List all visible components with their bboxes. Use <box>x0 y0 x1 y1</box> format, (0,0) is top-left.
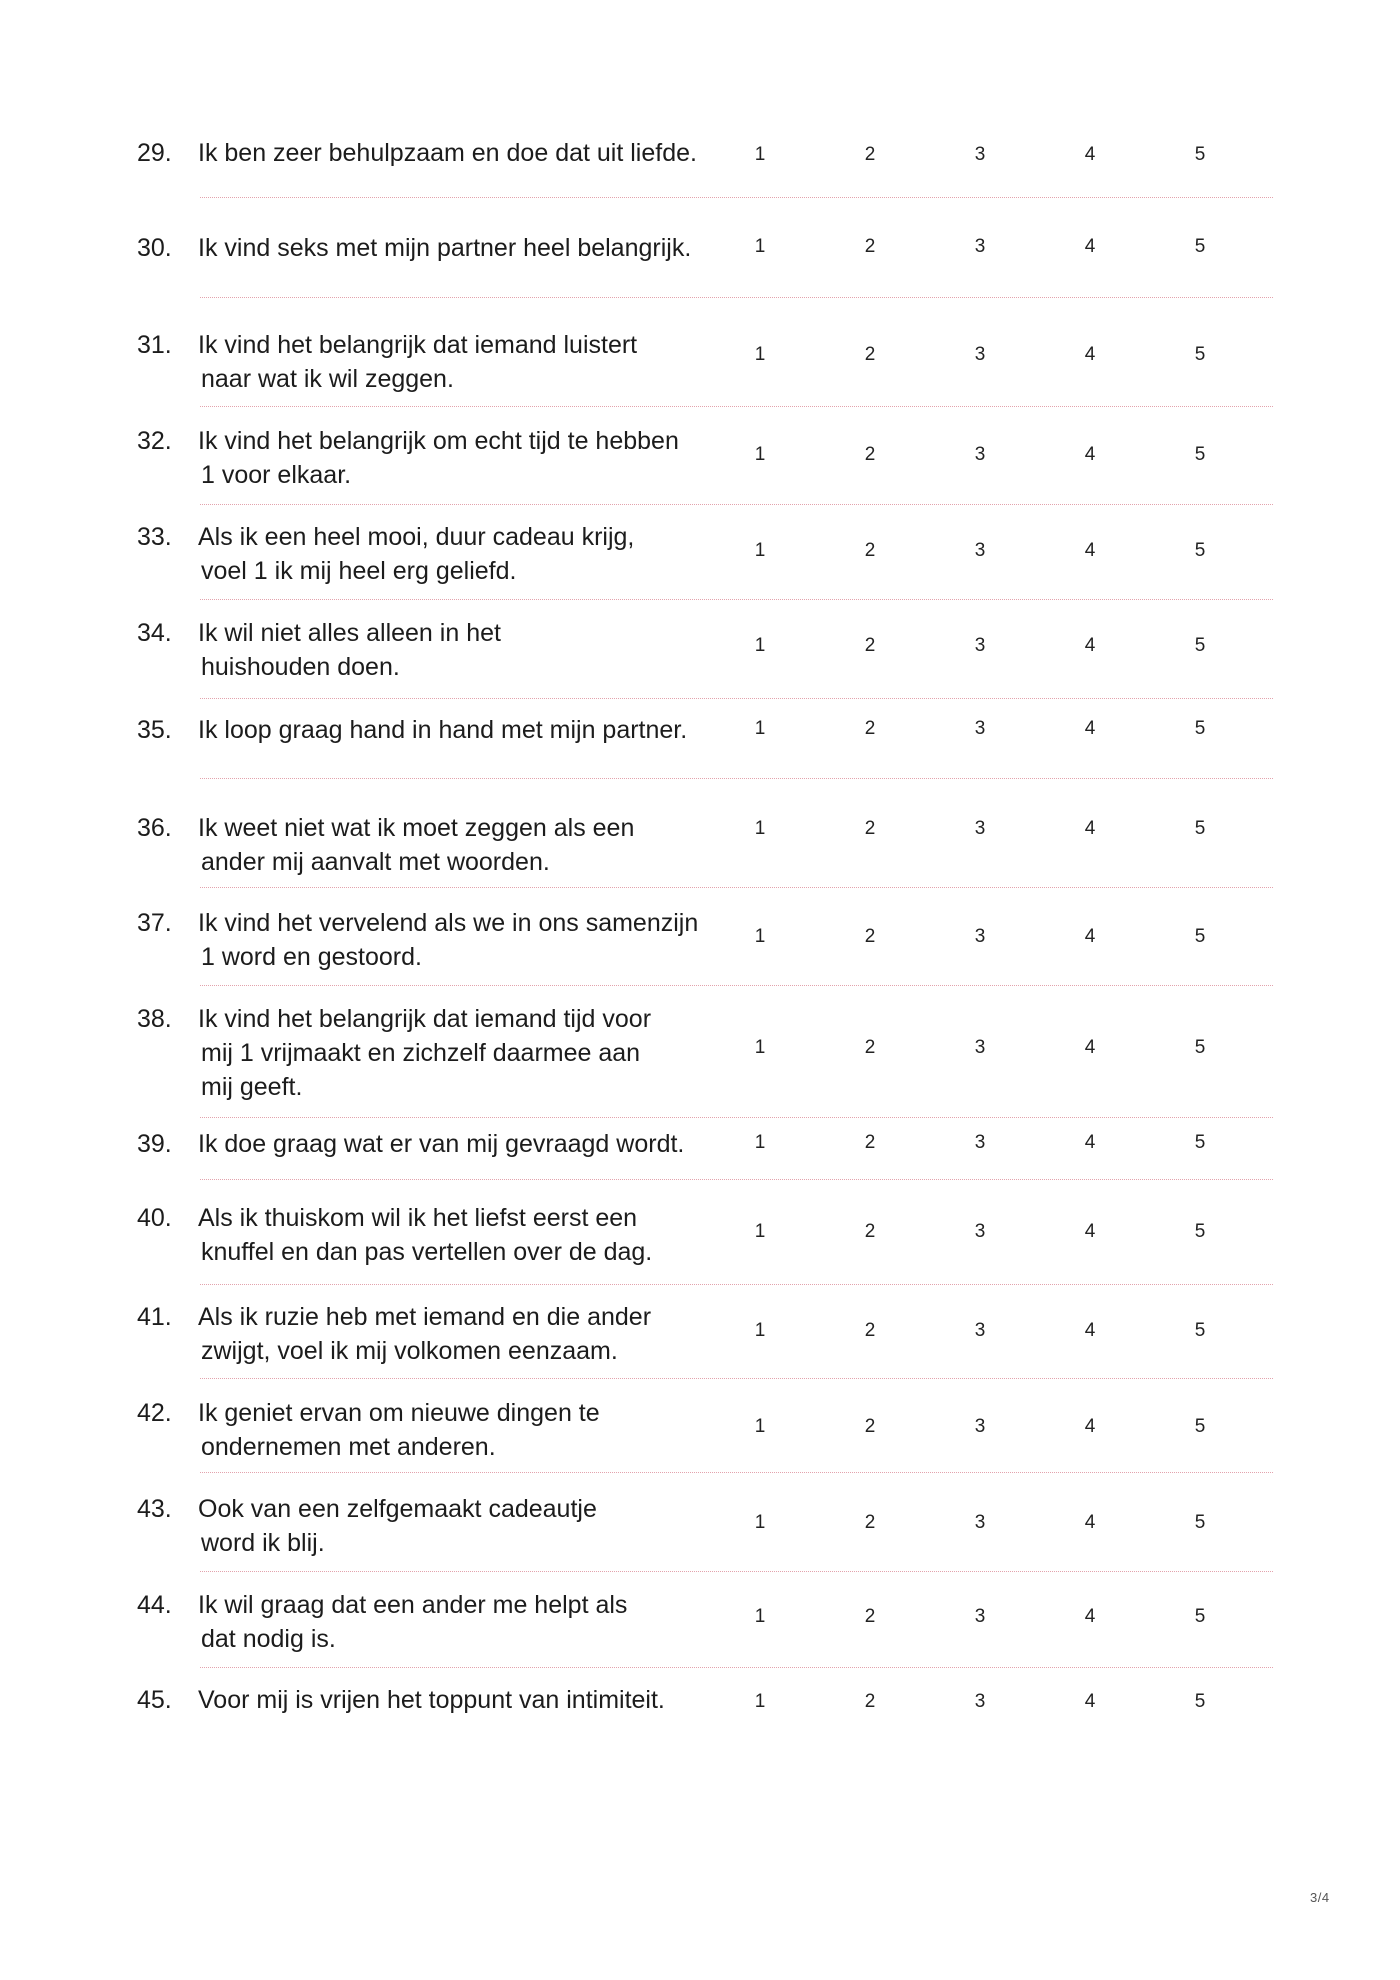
rating-option-5[interactable]: 5 <box>1194 1606 1206 1627</box>
question-text <box>198 1127 738 1161</box>
row-divider <box>200 1472 1273 1473</box>
question-text-line: Ik wil graag dat een ander me helpt als <box>198 1591 628 1619</box>
question-number: 30. <box>137 234 172 262</box>
page-number: 3/4 <box>1310 1890 1330 1905</box>
rating-option-3[interactable]: 3 <box>974 1691 986 1712</box>
question-text <box>198 906 738 974</box>
question-text <box>198 1002 738 1104</box>
rating-option-5[interactable]: 5 <box>1194 1037 1206 1058</box>
question-text <box>198 424 738 492</box>
row-divider <box>200 1667 1273 1668</box>
rating-option-2[interactable]: 2 <box>864 1221 876 1242</box>
question-text-line: Ik vind het vervelend als we in ons samenzijn <box>198 909 699 937</box>
question-text-line: mij geeft. <box>201 1073 303 1101</box>
rating-option-1[interactable]: 1 <box>754 1691 766 1712</box>
rating-option-1[interactable]: 1 <box>754 635 766 656</box>
rating-option-5[interactable]: 5 <box>1194 444 1206 465</box>
rating-option-2[interactable]: 2 <box>864 1691 876 1712</box>
question-number: 42. <box>137 1399 172 1427</box>
question-number: 40. <box>137 1204 172 1232</box>
question-text-line: Ik vind seks met mijn partner heel belangrijk. <box>198 234 692 262</box>
rating-option-5[interactable]: 5 <box>1194 236 1206 257</box>
question-text-line: Voor mij is vrijen het toppunt van intimiteit. <box>198 1686 665 1714</box>
rating-option-2[interactable]: 2 <box>864 444 876 465</box>
rating-option-1[interactable]: 1 <box>754 1606 766 1627</box>
question-text <box>198 1201 738 1269</box>
rating-option-5[interactable]: 5 <box>1194 818 1206 839</box>
question-text <box>198 136 738 170</box>
rating-option-2[interactable]: 2 <box>864 1320 876 1341</box>
rating-option-1[interactable]: 1 <box>754 718 766 739</box>
rating-option-1[interactable]: 1 <box>754 818 766 839</box>
rating-option-4[interactable]: 4 <box>1084 1416 1096 1437</box>
rating-option-1[interactable]: 1 <box>754 1221 766 1242</box>
question-number: 35. <box>137 716 172 744</box>
rating-option-4[interactable]: 4 <box>1084 540 1096 561</box>
question-text-line: Ook van een zelfgemaakt cadeautje <box>198 1495 597 1523</box>
question-number: 43. <box>137 1495 172 1523</box>
rating-option-4[interactable]: 4 <box>1084 444 1096 465</box>
rating-option-5[interactable]: 5 <box>1194 718 1206 739</box>
question-text-line: ondernemen met anderen. <box>201 1433 496 1461</box>
row-divider <box>200 406 1273 407</box>
rating-option-4[interactable]: 4 <box>1084 1320 1096 1341</box>
rating-option-1[interactable]: 1 <box>754 344 766 365</box>
question-text-line: Ik doe graag wat er van mij gevraagd wordt. <box>198 1130 685 1158</box>
rating-option-1[interactable]: 1 <box>754 444 766 465</box>
rating-option-3[interactable]: 3 <box>974 1037 986 1058</box>
rating-option-4[interactable]: 4 <box>1084 926 1096 947</box>
rating-option-5[interactable]: 5 <box>1194 344 1206 365</box>
rating-option-3[interactable]: 3 <box>974 1132 986 1153</box>
rating-option-4[interactable]: 4 <box>1084 236 1096 257</box>
question-text <box>198 1588 738 1656</box>
row-divider <box>200 504 1273 505</box>
question-number: 38. <box>137 1005 172 1033</box>
rating-option-3[interactable]: 3 <box>974 444 986 465</box>
rating-option-2[interactable]: 2 <box>864 144 876 165</box>
rating-option-3[interactable]: 3 <box>974 635 986 656</box>
rating-option-4[interactable]: 4 <box>1084 818 1096 839</box>
rating-option-1[interactable]: 1 <box>754 144 766 165</box>
rating-option-2[interactable]: 2 <box>864 1416 876 1437</box>
question-number: 36. <box>137 814 172 842</box>
question-text <box>198 520 738 588</box>
question-text-line: Als ik thuiskom wil ik het liefst eerst een <box>198 1204 638 1232</box>
question-text-line: Ik weet niet wat ik moet zeggen als een <box>198 814 635 842</box>
rating-option-4[interactable]: 4 <box>1084 635 1096 656</box>
question-number: 37. <box>137 909 172 937</box>
rating-option-2[interactable]: 2 <box>864 236 876 257</box>
question-text <box>198 616 738 684</box>
rating-option-3[interactable]: 3 <box>974 344 986 365</box>
question-text-line: Ik wil niet alles alleen in het <box>198 619 501 647</box>
rating-option-3[interactable]: 3 <box>974 1512 986 1533</box>
rating-option-5[interactable]: 5 <box>1194 1320 1206 1341</box>
question-text <box>198 713 738 747</box>
question-text <box>198 1396 738 1464</box>
row-divider <box>200 197 1273 198</box>
row-divider <box>200 297 1273 298</box>
question-text-line: zwijgt, voel ik mij volkomen eenzaam. <box>201 1337 618 1365</box>
rating-option-1[interactable]: 1 <box>754 236 766 257</box>
question-text-line: naar wat ik wil zeggen. <box>201 365 454 393</box>
row-divider <box>200 599 1273 600</box>
rating-option-4[interactable]: 4 <box>1084 344 1096 365</box>
rating-option-3[interactable]: 3 <box>974 144 986 165</box>
question-text-line: Als ik ruzie heb met iemand en die ander <box>198 1303 652 1331</box>
rating-option-3[interactable]: 3 <box>974 1606 986 1627</box>
question-text <box>198 811 738 879</box>
question-text-line: Ik vind het belangrijk dat iemand luistert <box>198 331 638 359</box>
question-text-line: 1 word en gestoord. <box>201 943 422 971</box>
rating-option-1[interactable]: 1 <box>754 540 766 561</box>
question-number: 33. <box>137 523 172 551</box>
rating-option-2[interactable]: 2 <box>864 926 876 947</box>
rating-option-5[interactable]: 5 <box>1194 1132 1206 1153</box>
rating-option-2[interactable]: 2 <box>864 1606 876 1627</box>
rating-option-4[interactable]: 4 <box>1084 1606 1096 1627</box>
question-text <box>198 1683 738 1717</box>
rating-option-1[interactable]: 1 <box>754 1320 766 1341</box>
rating-option-5[interactable]: 5 <box>1194 1221 1206 1242</box>
row-divider <box>200 887 1273 888</box>
rating-option-2[interactable]: 2 <box>864 344 876 365</box>
question-text <box>198 1492 738 1560</box>
question-text-line: Ik vind het belangrijk dat iemand tijd voor <box>198 1005 652 1033</box>
rating-option-3[interactable]: 3 <box>974 926 986 947</box>
question-number: 39. <box>137 1130 172 1158</box>
rating-option-1[interactable]: 1 <box>754 926 766 947</box>
question-text-line: Ik vind het belangrijk om echt tijd te hebben <box>198 427 679 455</box>
rating-option-3[interactable]: 3 <box>974 818 986 839</box>
question-text-line: word ik blij. <box>201 1529 325 1557</box>
rating-option-4[interactable]: 4 <box>1084 1221 1096 1242</box>
row-divider <box>200 1284 1273 1285</box>
question-text-line: ander mij aanvalt met woorden. <box>201 848 550 876</box>
rating-option-2[interactable]: 2 <box>864 1512 876 1533</box>
question-number: 44. <box>137 1591 172 1619</box>
question-number: 41. <box>137 1303 172 1331</box>
rating-option-2[interactable]: 2 <box>864 718 876 739</box>
rating-option-4[interactable]: 4 <box>1084 1037 1096 1058</box>
rating-option-5[interactable]: 5 <box>1194 540 1206 561</box>
rating-option-4[interactable]: 4 <box>1084 718 1096 739</box>
question-text-line: mij 1 vrijmaakt en zichzelf daarmee aan <box>201 1039 641 1067</box>
rating-option-2[interactable]: 2 <box>864 818 876 839</box>
question-text <box>198 1300 738 1368</box>
rating-option-4[interactable]: 4 <box>1084 1691 1096 1712</box>
question-text <box>198 231 738 265</box>
question-text-line: 1 voor elkaar. <box>201 461 352 489</box>
rating-option-5[interactable]: 5 <box>1194 926 1206 947</box>
rating-option-4[interactable]: 4 <box>1084 1132 1096 1153</box>
question-text <box>198 328 738 396</box>
row-divider <box>200 985 1273 986</box>
question-text-line: knuffel en dan pas vertellen over de dag. <box>201 1238 653 1266</box>
question-number: 32. <box>137 427 172 455</box>
rating-option-1[interactable]: 1 <box>754 1416 766 1437</box>
question-text-line: Als ik een heel mooi, duur cadeau krijg, <box>198 523 635 551</box>
rating-option-2[interactable]: 2 <box>864 540 876 561</box>
rating-option-3[interactable]: 3 <box>974 1320 986 1341</box>
question-number: 31. <box>137 331 172 359</box>
row-divider <box>200 698 1273 699</box>
rating-option-4[interactable]: 4 <box>1084 1512 1096 1533</box>
question-number: 45. <box>137 1686 172 1714</box>
rating-option-2[interactable]: 2 <box>864 1037 876 1058</box>
rating-option-2[interactable]: 2 <box>864 635 876 656</box>
question-text-line: voel 1 ik mij heel erg geliefd. <box>201 557 517 585</box>
question-text-line: Ik ben zeer behulpzaam en doe dat uit liefde. <box>198 139 697 167</box>
question-text-line: Ik geniet ervan om nieuwe dingen te <box>198 1399 600 1427</box>
rating-option-5[interactable]: 5 <box>1194 635 1206 656</box>
rating-option-4[interactable]: 4 <box>1084 144 1096 165</box>
question-number: 34. <box>137 619 172 647</box>
row-divider <box>200 1571 1273 1572</box>
row-divider <box>200 1117 1273 1118</box>
rating-option-2[interactable]: 2 <box>864 1132 876 1153</box>
rating-option-1[interactable]: 1 <box>754 1512 766 1533</box>
rating-option-5[interactable]: 5 <box>1194 1416 1206 1437</box>
rating-option-3[interactable]: 3 <box>974 1416 986 1437</box>
rating-option-5[interactable]: 5 <box>1194 1691 1206 1712</box>
rating-option-3[interactable]: 3 <box>974 718 986 739</box>
row-divider <box>200 1179 1273 1180</box>
rating-option-5[interactable]: 5 <box>1194 144 1206 165</box>
row-divider <box>200 1378 1273 1379</box>
row-divider <box>200 778 1273 779</box>
rating-option-1[interactable]: 1 <box>754 1132 766 1153</box>
rating-option-3[interactable]: 3 <box>974 540 986 561</box>
question-text-line: dat nodig is. <box>201 1625 336 1653</box>
question-text-line: huishouden doen. <box>201 653 400 681</box>
question-text-line: Ik loop graag hand in hand met mijn partner. <box>198 716 688 744</box>
rating-option-1[interactable]: 1 <box>754 1037 766 1058</box>
rating-option-3[interactable]: 3 <box>974 1221 986 1242</box>
question-number: 29. <box>137 139 172 167</box>
rating-option-3[interactable]: 3 <box>974 236 986 257</box>
rating-option-5[interactable]: 5 <box>1194 1512 1206 1533</box>
